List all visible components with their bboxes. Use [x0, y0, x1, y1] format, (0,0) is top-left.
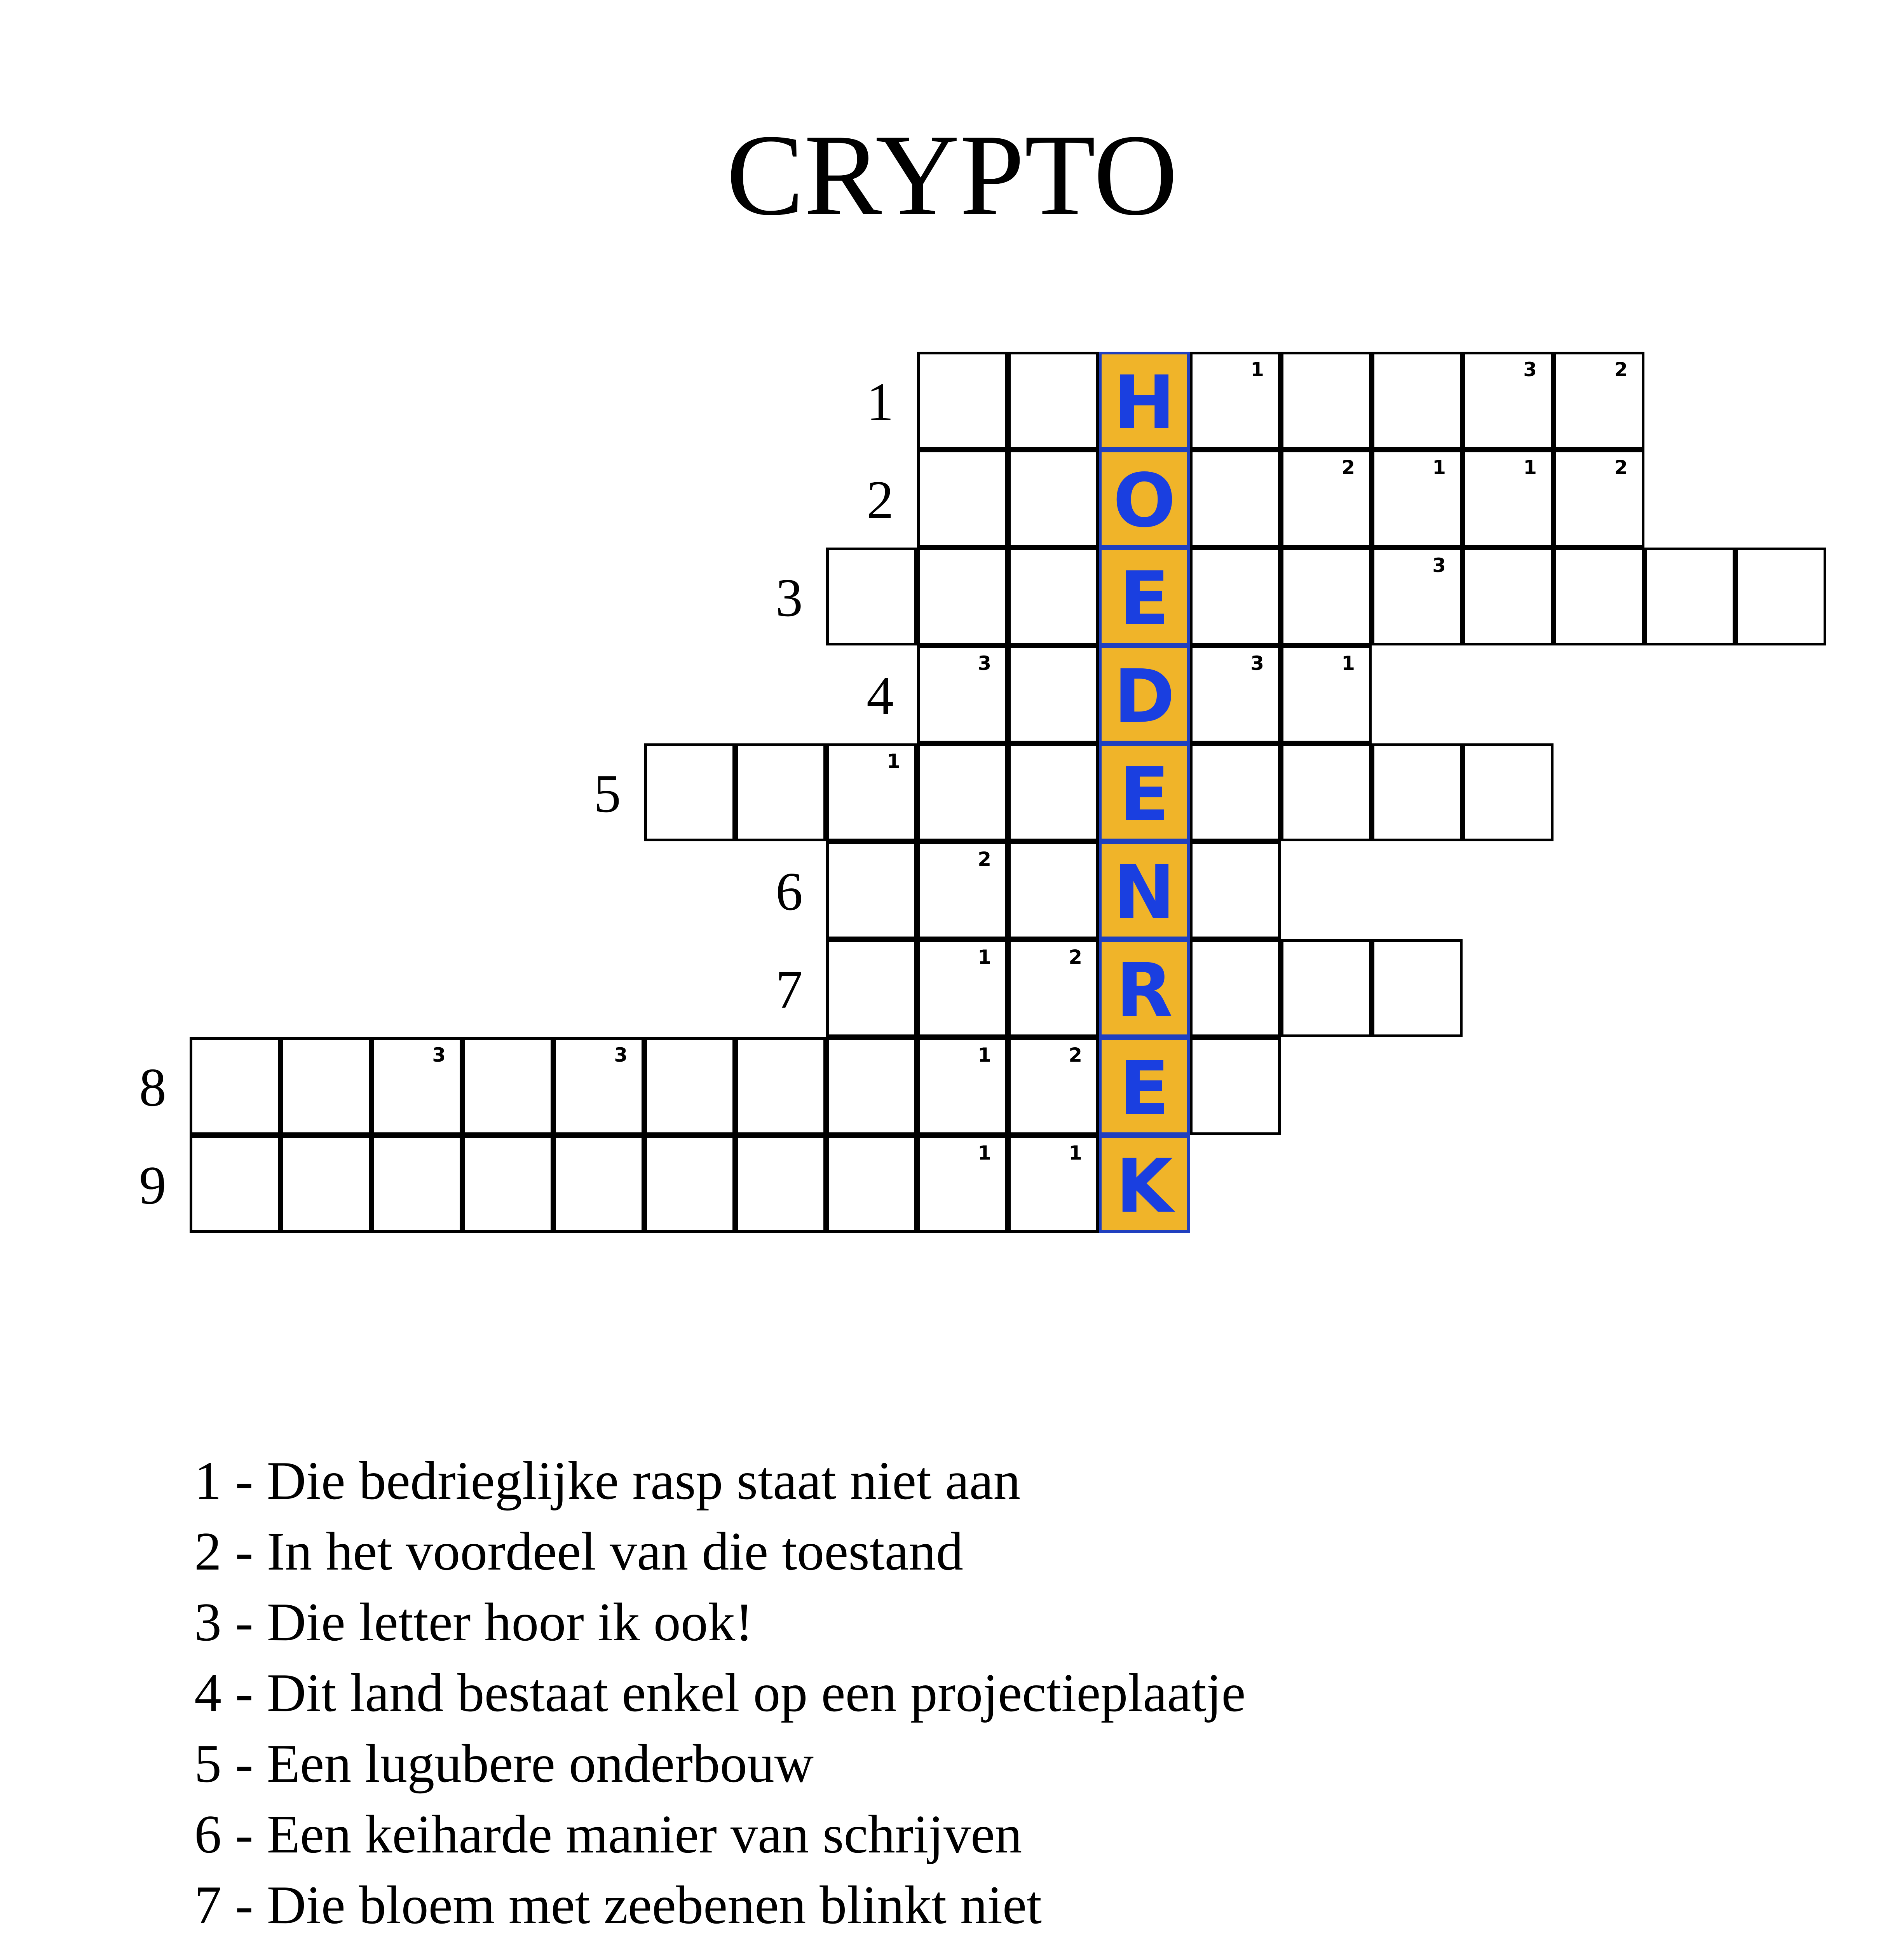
grid-cell[interactable]	[1190, 548, 1281, 645]
grid-cell[interactable]	[1372, 548, 1463, 645]
cell-number: 1	[887, 750, 900, 773]
grid-cell[interactable]	[190, 1037, 281, 1135]
clue-item: 2 - In het voordeel van die toestand	[194, 1521, 963, 1582]
grid-cell[interactable]	[1008, 841, 1099, 939]
grid-cell[interactable]	[1463, 450, 1554, 548]
grid-cell[interactable]	[1281, 548, 1372, 645]
grid-cell[interactable]	[826, 548, 917, 645]
grid-cell[interactable]	[826, 743, 917, 841]
cell-number: 1	[1250, 358, 1264, 381]
cell-number: 2	[1614, 456, 1628, 479]
grid-cell[interactable]	[1008, 939, 1099, 1037]
row-label: 5	[594, 764, 621, 824]
grid-cell[interactable]	[917, 1135, 1008, 1233]
grid-cell[interactable]	[1372, 352, 1463, 450]
grid-cell[interactable]	[1008, 1135, 1099, 1233]
cell-number: 2	[978, 848, 991, 870]
grid-cell[interactable]	[826, 1135, 917, 1233]
cell-number: 1	[978, 946, 991, 968]
grid-cell[interactable]	[644, 1135, 735, 1233]
grid-cell[interactable]	[371, 1037, 462, 1135]
cell-number: 1	[1523, 456, 1537, 479]
cell-number: 3	[1432, 554, 1446, 577]
clue-item: 4 - Dit land bestaat enkel op een projectieplaatje	[194, 1663, 1246, 1723]
grid-cell[interactable]	[1008, 743, 1099, 841]
key-letter: E	[1119, 752, 1170, 837]
grid-cell[interactable]	[1372, 450, 1463, 548]
grid-cell[interactable]	[644, 743, 735, 841]
cell-number: 3	[1523, 358, 1537, 381]
grid-cell[interactable]	[1190, 352, 1281, 450]
key-letter: H	[1113, 360, 1175, 446]
grid-cell[interactable]	[1281, 450, 1372, 548]
grid-cell[interactable]	[371, 1135, 462, 1233]
grid-cell[interactable]	[1190, 645, 1281, 743]
grid-cell[interactable]	[917, 548, 1008, 645]
row-label: 6	[776, 862, 803, 922]
cell-number: 1	[978, 1142, 991, 1164]
grid-cell[interactable]	[917, 352, 1008, 450]
grid-cell[interactable]	[281, 1037, 371, 1135]
cell-number: 3	[1250, 652, 1264, 675]
grid-cell[interactable]	[1463, 548, 1554, 645]
grid-cell[interactable]	[917, 1037, 1008, 1135]
cell-number: 2	[1614, 358, 1628, 381]
grid-cell[interactable]	[462, 1135, 553, 1233]
grid-cell[interactable]	[1463, 352, 1554, 450]
row-label: 7	[776, 959, 803, 1020]
grid-cell[interactable]	[1008, 450, 1099, 548]
grid-cell[interactable]	[1281, 645, 1372, 743]
cell-number: 2	[1069, 946, 1082, 968]
key-cell[interactable]	[1099, 743, 1190, 841]
grid-cell[interactable]	[1008, 548, 1099, 645]
grid-cell[interactable]	[917, 450, 1008, 548]
key-cell[interactable]	[1099, 352, 1190, 450]
grid-cell[interactable]	[1008, 352, 1099, 450]
grid-cell[interactable]	[281, 1135, 371, 1233]
grid-cell[interactable]	[1372, 743, 1463, 841]
clue-item: 3 - Die letter hoor ik ook!	[194, 1592, 753, 1652]
cell-number: 1	[978, 1044, 991, 1066]
row-label: 9	[139, 1155, 166, 1216]
grid-cell[interactable]	[1190, 841, 1281, 939]
grid-cell[interactable]	[1190, 939, 1281, 1037]
grid-cell[interactable]	[1644, 548, 1735, 645]
grid-cell[interactable]	[1554, 548, 1644, 645]
grid-cell[interactable]	[735, 743, 826, 841]
cell-number: 1	[1341, 652, 1355, 675]
cell-number: 2	[1341, 456, 1355, 479]
grid-cell[interactable]	[826, 939, 917, 1037]
key-cell[interactable]	[1099, 450, 1190, 548]
row-label: 1	[867, 372, 894, 432]
grid-cell[interactable]	[826, 841, 917, 939]
grid-cell[interactable]	[190, 1135, 281, 1233]
clue-item	[194, 1941, 1246, 1943]
grid-cell[interactable]	[735, 1037, 826, 1135]
puzzle-title: CRYPTO	[726, 110, 1178, 239]
grid-cell[interactable]	[644, 1037, 735, 1135]
row-label: 4	[867, 666, 894, 726]
clue-item: 1 - Die bedrieglijke rasp staat niet aan	[194, 1451, 1021, 1511]
key-cell[interactable]	[1099, 548, 1190, 645]
row-label: 8	[139, 1057, 166, 1118]
grid-cell[interactable]	[735, 1135, 826, 1233]
grid-cell[interactable]	[1735, 548, 1826, 645]
grid-cell[interactable]	[1281, 352, 1372, 450]
grid-cell[interactable]	[1190, 450, 1281, 548]
key-cell[interactable]	[1099, 939, 1190, 1037]
grid-cell[interactable]	[917, 939, 1008, 1037]
grid-cell[interactable]	[1190, 1037, 1281, 1135]
key-letter: O	[1113, 458, 1176, 544]
key-cell[interactable]	[1099, 1135, 1190, 1233]
grid-cell[interactable]	[553, 1135, 644, 1233]
grid-cell[interactable]	[1463, 743, 1554, 841]
key-cell[interactable]	[1099, 1037, 1190, 1135]
grid-cell[interactable]	[1281, 743, 1372, 841]
grid-cell[interactable]	[1190, 743, 1281, 841]
clue-item: 5 - Een lugubere onderbouw	[194, 1734, 814, 1794]
grid-cell[interactable]	[553, 1037, 644, 1135]
row-label: 3	[776, 568, 803, 628]
grid-cell[interactable]	[1372, 939, 1463, 1037]
grid-cell[interactable]	[917, 841, 1008, 939]
key-letter: R	[1116, 947, 1173, 1033]
grid-cell[interactable]	[917, 645, 1008, 743]
cell-number: 3	[978, 652, 991, 675]
grid-cell[interactable]	[917, 743, 1008, 841]
grid-cell[interactable]	[462, 1037, 553, 1135]
grid-cell[interactable]	[1008, 645, 1099, 743]
clue-item: 6 - Een keiharde manier van schrijven	[194, 1804, 1022, 1865]
cell-number: 1	[1069, 1142, 1082, 1164]
key-letter: N	[1113, 849, 1175, 935]
key-cell[interactable]	[1099, 841, 1190, 939]
grid-cell[interactable]	[826, 1037, 917, 1135]
grid-cell[interactable]	[1008, 1037, 1099, 1135]
key-letter: E	[1119, 556, 1170, 642]
row-label: 2	[867, 470, 894, 530]
cell-number: 3	[432, 1044, 446, 1066]
cell-number: 2	[1069, 1044, 1082, 1066]
grid-cell[interactable]	[1554, 352, 1644, 450]
key-letter: E	[1119, 1045, 1170, 1131]
key-letter: D	[1114, 654, 1175, 740]
key-cell[interactable]	[1099, 645, 1190, 743]
grid-cell[interactable]	[1281, 939, 1372, 1037]
clue-item: 7 - Die bloem met zeebenen blinkt niet	[194, 1875, 1042, 1935]
grid-cell[interactable]	[1554, 450, 1644, 548]
clue-list	[194, 1446, 1246, 1943]
cell-number: 1	[1432, 456, 1446, 479]
key-letter: K	[1116, 1143, 1173, 1229]
cell-number: 3	[614, 1044, 628, 1066]
